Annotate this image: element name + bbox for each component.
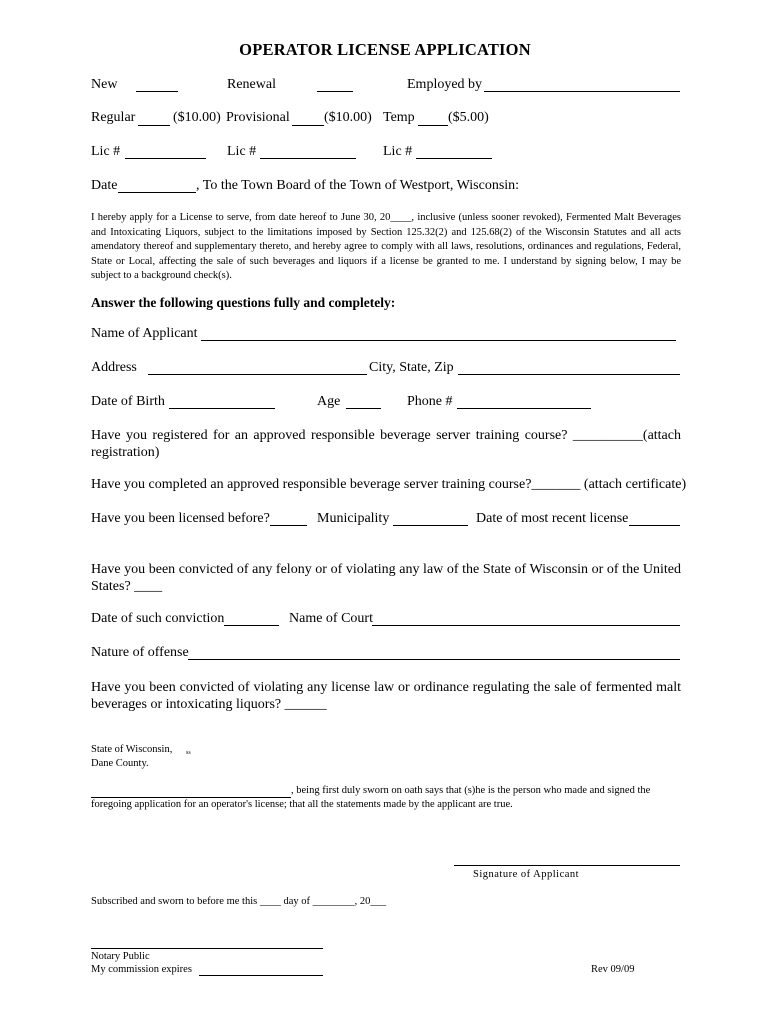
sworn-name-field[interactable] <box>91 797 291 798</box>
temp-field[interactable] <box>418 125 448 126</box>
nature-label: Nature of offense <box>91 645 189 660</box>
sworn-text-1: , being first duly sworn on oath says that (s)he is the person who made and signed the <box>291 785 651 796</box>
lic-label-3: Lic # <box>383 144 413 159</box>
completed-course-question: Have you completed an approved responsible beverage server training course?_______ (attach certificate) <box>91 477 687 492</box>
renewal-field[interactable] <box>317 91 353 92</box>
new-field[interactable] <box>136 91 178 92</box>
intro-paragraph: I hereby apply for a License to serve, from date hereof to June 30, 20____, inclusive (unless sooner revoked), Fermented Malt Beverages and Intoxicating Liquors, subject to the limitations imposed by Section 125.32(2) and 125.68(2) of the Wisconsin Statutes and all acts amendatory thereof and supplementary thereto, and hereby agree to comply with all laws, resolutions, ordinances and regulations, Federal, State or Local, affecting the sale of such beverages and liquors if a license be granted to me. I understand by signing below, I may be subject to a background check(s). <box>91 212 681 281</box>
license-law-question: Have you been convicted of violating any license law or ordinance regulating the sale of fermented malt beverages or intoxicating liquors? ______ <box>91 680 681 712</box>
town-board-text: , To the Town Board of the Town of Westport, Wisconsin: <box>196 178 520 193</box>
provisional-label: Provisional <box>226 110 290 125</box>
lic-label-1: Lic # <box>91 144 121 159</box>
conviction-date-field[interactable] <box>224 625 279 626</box>
lic-label-2: Lic # <box>227 144 257 159</box>
provisional-fee: ($10.00) <box>324 110 372 125</box>
conviction-date-label: Date of such conviction <box>91 611 225 626</box>
signature-line[interactable] <box>454 865 680 866</box>
regular-label: Regular <box>91 110 136 125</box>
temp-fee: ($5.00) <box>448 110 489 125</box>
address-label: Address <box>91 360 137 375</box>
regular-fee: ($10.00) <box>173 110 221 125</box>
revision-label: Rev 09/09 <box>591 964 635 975</box>
commission-field[interactable] <box>199 975 323 976</box>
licensed-before-field[interactable] <box>270 525 307 526</box>
section-heading: Answer the following questions fully and completely: <box>91 295 396 310</box>
new-label: New <box>91 77 118 92</box>
dob-label: Date of Birth <box>91 394 165 409</box>
felony-question: Have you been convicted of any felony or of violating any law of the State of Wisconsin or of the United States? ____ <box>91 562 681 594</box>
sworn-text-2: foregoing application for an operator's license; that all the statements made by the applicant are true. <box>91 799 513 810</box>
lic-field-3[interactable] <box>416 158 492 159</box>
lic-field-2[interactable] <box>260 158 356 159</box>
provisional-field[interactable] <box>292 125 324 126</box>
phone-label: Phone # <box>407 394 453 409</box>
recent-license-field[interactable] <box>629 525 680 526</box>
signature-label: Signature of Applicant <box>473 869 580 880</box>
court-field[interactable] <box>372 625 680 626</box>
recent-license-label: Date of most recent license <box>476 511 629 526</box>
subscribed-text: Subscribed and sworn to before me this ____ day of ________, 20___ <box>91 896 387 907</box>
city-state-zip-label: City, State, Zip <box>369 360 454 375</box>
licensed-before-label: Have you been licensed before? <box>91 511 270 526</box>
commission-label: My commission expires <box>91 964 192 975</box>
employed-by-field[interactable] <box>484 91 680 92</box>
nature-field[interactable] <box>188 659 680 660</box>
age-field[interactable] <box>346 408 381 409</box>
age-label: Age <box>317 394 341 409</box>
temp-label: Temp <box>383 110 415 125</box>
court-label: Name of Court <box>289 611 373 626</box>
employed-by-label: Employed by <box>407 77 483 92</box>
notary-label: Notary Public <box>91 951 150 962</box>
name-field[interactable] <box>201 340 676 341</box>
county-label: Dane County. <box>91 758 149 769</box>
lic-field-1[interactable] <box>125 158 206 159</box>
regular-field[interactable] <box>138 125 170 126</box>
notary-signature-line[interactable] <box>91 948 323 949</box>
phone-field[interactable] <box>457 408 591 409</box>
address-field[interactable] <box>148 374 367 375</box>
city-state-zip-field[interactable] <box>458 374 680 375</box>
state-label: State of Wisconsin, <box>91 744 173 755</box>
municipality-label: Municipality <box>317 511 390 526</box>
form-title: OPERATOR LICENSE APPLICATION <box>239 40 531 59</box>
renewal-label: Renewal <box>227 77 276 92</box>
ss-mark: ss <box>186 750 191 756</box>
date-field[interactable] <box>118 192 196 193</box>
municipality-field[interactable] <box>393 525 468 526</box>
registered-course-question: Have you registered for an approved responsible beverage server training course? __________(attach registration) <box>91 428 681 460</box>
date-label: Date <box>91 178 118 193</box>
dob-field[interactable] <box>169 408 275 409</box>
name-label: Name of Applicant <box>91 326 198 341</box>
